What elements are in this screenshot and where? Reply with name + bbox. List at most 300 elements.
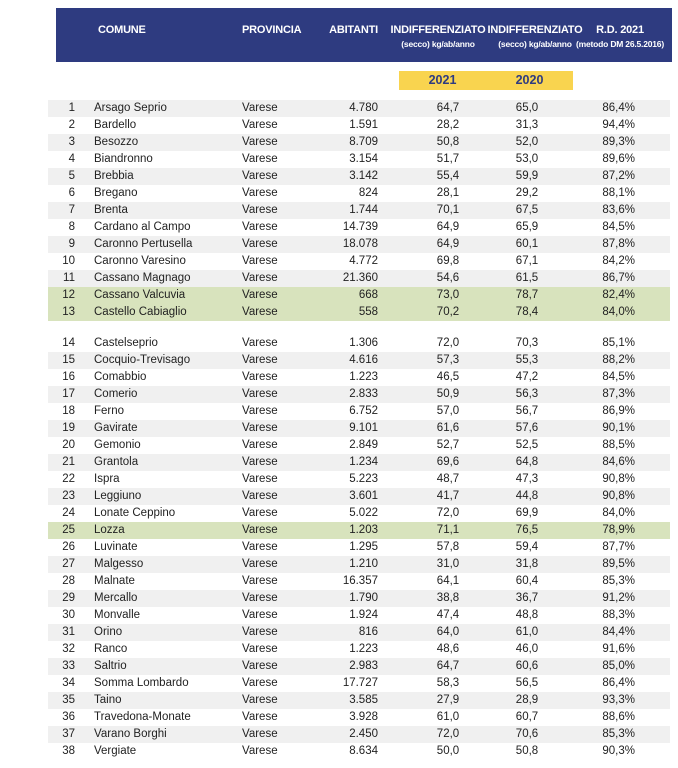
row-number: 30 (62, 609, 75, 621)
row-kg2020: 59,9 (515, 170, 539, 182)
row-kg2020: 78,4 (515, 306, 539, 318)
row-comune: Saltrio (94, 660, 127, 672)
row-abitanti: 1.295 (349, 541, 378, 553)
row-number: 7 (68, 204, 75, 216)
row-provincia: Varese (242, 660, 278, 672)
row-kg2020: 60,6 (515, 660, 539, 672)
row-number: 3 (68, 136, 75, 148)
row-kg2021: 46,5 (436, 371, 460, 383)
row-kg2020: 56,3 (515, 388, 539, 400)
row-kg2021: 69,6 (436, 456, 460, 468)
table-row (48, 607, 670, 624)
table-row (48, 658, 670, 675)
row-kg2021: 71,1 (436, 524, 460, 536)
row-kg2020: 78,7 (515, 289, 539, 301)
row-abitanti: 1.234 (349, 456, 378, 468)
row-provincia: Varese (242, 456, 278, 468)
row-rd: 85,3% (602, 728, 635, 740)
row-kg2020: 65,0 (515, 102, 539, 114)
row-number: 8 (68, 221, 75, 233)
row-rd: 88,6% (602, 711, 635, 723)
row-comune: Caronno Varesino (94, 255, 186, 267)
row-number: 35 (62, 694, 75, 706)
row-rd: 85,0% (602, 660, 635, 672)
row-kg2020: 44,8 (515, 490, 539, 502)
row-comune: Biandronno (94, 153, 153, 165)
row-provincia: Varese (242, 609, 278, 621)
row-abitanti: 4.616 (349, 354, 378, 366)
row-comune: Leggiuno (94, 490, 142, 502)
row-number: 33 (62, 660, 75, 672)
row-kg2020: 60,7 (515, 711, 539, 723)
row-kg2021: 58,3 (436, 677, 460, 689)
table-row (48, 253, 670, 270)
row-abitanti: 3.928 (349, 711, 378, 723)
row-comune: Gavirate (94, 422, 138, 434)
row-provincia: Varese (242, 102, 278, 114)
row-kg2021: 41,7 (436, 490, 460, 502)
row-kg2020: 28,9 (515, 694, 539, 706)
row-rd: 88,3% (602, 609, 635, 621)
row-provincia: Varese (242, 575, 278, 587)
table-row (48, 522, 670, 539)
row-kg2021: 28,1 (436, 187, 460, 199)
row-abitanti: 3.601 (349, 490, 378, 502)
table-row (48, 386, 670, 403)
row-comune: Castello Cabiaglio (94, 306, 187, 318)
year-band (399, 71, 573, 90)
row-abitanti: 816 (358, 626, 378, 638)
row-abitanti: 2.833 (349, 388, 378, 400)
row-rd: 89,5% (602, 558, 635, 570)
row-comune: Ferno (94, 405, 125, 417)
row-kg2020: 65,9 (515, 221, 539, 233)
row-provincia: Varese (242, 170, 278, 182)
row-abitanti: 2.849 (349, 439, 378, 451)
table-row (48, 134, 670, 151)
header-col-sublabel: (secco) kg/ab/anno (401, 39, 475, 49)
row-comune: Luvinate (94, 541, 138, 553)
row-kg2021: 64,7 (436, 102, 460, 114)
row-rd: 87,3% (602, 388, 635, 400)
table-row (48, 369, 670, 386)
table-row (48, 505, 670, 522)
row-kg2021: 64,9 (436, 221, 460, 233)
table-row (48, 624, 670, 641)
row-kg2021: 50,0 (436, 745, 460, 757)
row-number: 1 (68, 102, 75, 114)
row-rd: 78,9% (602, 524, 635, 536)
row-provincia: Varese (242, 306, 278, 318)
row-comune: Gemonio (94, 439, 141, 451)
row-rd: 87,7% (602, 541, 635, 553)
row-rd: 88,2% (602, 354, 635, 366)
row-comune: Castelseprio (94, 337, 158, 349)
row-abitanti: 824 (358, 187, 378, 199)
row-rd: 84,2% (602, 255, 635, 267)
table-row (48, 185, 670, 202)
row-comune: Comabbio (94, 371, 147, 383)
row-provincia: Varese (242, 388, 278, 400)
row-number: 22 (62, 473, 75, 485)
table-row (48, 437, 670, 454)
row-kg2021: 57,3 (436, 354, 460, 366)
header-col-label: R.D. 2021 (596, 24, 644, 36)
row-abitanti: 4.780 (349, 102, 378, 114)
table-row (48, 287, 670, 304)
row-provincia: Varese (242, 221, 278, 233)
row-rd: 84,4% (602, 626, 635, 638)
row-abitanti: 8.634 (349, 745, 378, 757)
row-kg2020: 31,8 (515, 558, 539, 570)
row-comune: Brebbia (94, 170, 134, 182)
row-kg2021: 64,9 (436, 238, 460, 250)
table-body (0, 100, 678, 760)
table-row (48, 219, 670, 236)
row-provincia: Varese (242, 711, 278, 723)
row-number: 26 (62, 541, 75, 553)
row-rd: 90,8% (602, 490, 635, 502)
row-comune: Vergiate (94, 745, 137, 757)
row-rd: 86,7% (602, 272, 635, 284)
row-provincia: Varese (242, 187, 278, 199)
row-provincia: Varese (242, 439, 278, 451)
year-2021-label: 2021 (428, 73, 457, 87)
row-abitanti: 16.357 (342, 575, 378, 587)
row-abitanti: 3.154 (349, 153, 378, 165)
row-kg2020: 59,4 (515, 541, 539, 553)
row-provincia: Varese (242, 677, 278, 689)
row-comune: Cassano Magnago (94, 272, 191, 284)
row-kg2020: 56,5 (515, 677, 539, 689)
row-kg2021: 69,8 (436, 255, 460, 267)
row-provincia: Varese (242, 255, 278, 267)
row-kg2020: 48,8 (515, 609, 539, 621)
table-row (48, 641, 670, 658)
row-kg2020: 55,3 (515, 354, 539, 366)
row-kg2021: 51,7 (436, 153, 460, 165)
row-provincia: Varese (242, 626, 278, 638)
row-kg2021: 72,0 (436, 728, 460, 740)
table-row (48, 590, 670, 607)
row-rd: 89,3% (602, 136, 635, 148)
table-row (48, 539, 670, 556)
row-comune: Orino (94, 626, 123, 638)
row-provincia: Varese (242, 204, 278, 216)
row-rd: 89,6% (602, 153, 635, 165)
row-number: 37 (62, 728, 75, 740)
row-abitanti: 1.790 (349, 592, 378, 604)
header-col-abitanti (278, 24, 378, 36)
table-row (48, 403, 670, 420)
table-row (48, 100, 670, 117)
row-provincia: Varese (242, 694, 278, 706)
row-provincia: Varese (242, 541, 278, 553)
row-provincia: Varese (242, 136, 278, 148)
row-kg2020: 29,2 (515, 187, 539, 199)
row-rd: 84,5% (602, 221, 635, 233)
row-kg2020: 67,1 (515, 255, 539, 267)
row-kg2021: 28,2 (436, 119, 460, 131)
row-abitanti: 3.585 (349, 694, 378, 706)
table-row (48, 743, 670, 760)
row-provincia: Varese (242, 153, 278, 165)
row-abitanti: 21.360 (342, 272, 378, 284)
row-number: 11 (63, 272, 75, 284)
row-provincia: Varese (242, 337, 278, 349)
row-number: 24 (62, 507, 75, 519)
row-number: 19 (62, 422, 75, 434)
row-comune: Ispra (94, 473, 120, 485)
row-provincia: Varese (242, 745, 278, 757)
row-kg2021: 64,7 (436, 660, 460, 672)
row-comune: Lonate Ceppino (94, 507, 176, 519)
row-provincia: Varese (242, 371, 278, 383)
row-provincia: Varese (242, 507, 278, 519)
row-number: 14 (62, 337, 75, 349)
row-rd: 86,9% (602, 405, 635, 417)
header-col-rd-2021 (576, 24, 664, 49)
row-kg2020: 47,3 (515, 473, 539, 485)
row-number: 10 (62, 255, 75, 267)
row-kg2020: 61,5 (515, 272, 539, 284)
row-comune: Cocquio-Trevisago (94, 354, 191, 366)
table-row (48, 168, 670, 185)
row-number: 18 (62, 405, 75, 417)
table-row (48, 488, 670, 505)
header-col-label: PROVINCIA (242, 24, 302, 36)
row-abitanti: 1.223 (349, 643, 378, 655)
row-kg2021: 31,0 (436, 558, 460, 570)
table-row (48, 236, 670, 253)
row-kg2020: 64,8 (515, 456, 539, 468)
header-col-label: COMUNE (98, 24, 146, 36)
row-comune: Brenta (94, 204, 128, 216)
row-comune: Varano Borghi (94, 728, 167, 740)
row-kg2020: 70,3 (515, 337, 539, 349)
table-row (48, 117, 670, 134)
row-rd: 91,2% (602, 592, 635, 604)
row-kg2020: 69,9 (515, 507, 539, 519)
row-abitanti: 14.739 (342, 221, 378, 233)
row-rd: 86,4% (602, 677, 635, 689)
row-comune: Mercallo (94, 592, 138, 604)
row-provincia: Varese (242, 558, 278, 570)
row-kg2021: 48,7 (436, 473, 460, 485)
row-kg2021: 50,9 (436, 388, 460, 400)
table-row (48, 692, 670, 709)
table-row (48, 454, 670, 471)
row-kg2020: 56,7 (515, 405, 539, 417)
table-row (48, 151, 670, 168)
row-provincia: Varese (242, 728, 278, 740)
table-row (48, 304, 670, 321)
row-number: 16 (62, 371, 75, 383)
row-number: 32 (62, 643, 75, 655)
row-number: 13 (62, 306, 75, 318)
table-row (48, 420, 670, 437)
row-number: 9 (68, 238, 75, 250)
row-rd: 86,4% (602, 102, 635, 114)
row-kg2021: 72,0 (436, 337, 460, 349)
row-kg2021: 70,2 (436, 306, 460, 318)
row-comune: Lozza (94, 524, 125, 536)
row-abitanti: 558 (358, 306, 378, 318)
row-number: 5 (68, 170, 75, 182)
row-number: 29 (62, 592, 75, 604)
row-abitanti: 1.591 (349, 119, 378, 131)
row-rd: 85,1% (602, 337, 635, 349)
row-provincia: Varese (242, 405, 278, 417)
row-abitanti: 1.744 (349, 204, 378, 216)
row-abitanti: 9.101 (349, 422, 378, 434)
row-kg2020: 67,5 (515, 204, 539, 216)
row-comune: Cassano Valcuvia (94, 289, 186, 301)
year-2020-label: 2020 (515, 73, 544, 87)
row-comune: Malnate (94, 575, 135, 587)
row-provincia: Varese (242, 643, 278, 655)
row-kg2020: 53,0 (515, 153, 539, 165)
row-rd: 87,2% (602, 170, 635, 182)
row-number: 17 (62, 388, 75, 400)
row-kg2021: 54,6 (436, 272, 460, 284)
row-comune: Travedona-Monate (94, 711, 191, 723)
row-abitanti: 5.022 (349, 507, 378, 519)
row-kg2021: 27,9 (436, 694, 460, 706)
row-abitanti: 668 (358, 289, 378, 301)
row-kg2020: 70,6 (515, 728, 539, 740)
row-provincia: Varese (242, 289, 278, 301)
table-row (48, 675, 670, 692)
row-kg2021: 57,8 (436, 541, 460, 553)
row-kg2021: 57,0 (436, 405, 460, 417)
row-provincia: Varese (242, 272, 278, 284)
header-col-label: INDIFFERENZIATO (487, 24, 583, 36)
row-kg2021: 64,1 (436, 575, 460, 587)
row-kg2021: 48,6 (436, 643, 460, 655)
row-abitanti: 6.752 (349, 405, 378, 417)
row-rd: 82,4% (602, 289, 635, 301)
row-abitanti: 3.142 (349, 170, 378, 182)
row-abitanti: 8.709 (349, 136, 378, 148)
row-kg2021: 61,6 (436, 422, 460, 434)
row-abitanti: 2.450 (349, 728, 378, 740)
row-abitanti: 1.924 (349, 609, 378, 621)
row-number: 23 (62, 490, 75, 502)
row-abitanti: 4.772 (349, 255, 378, 267)
table-row (48, 709, 670, 726)
row-rd: 85,3% (602, 575, 635, 587)
row-provincia: Varese (242, 490, 278, 502)
row-kg2020: 60,1 (515, 238, 539, 250)
row-rd: 87,8% (602, 238, 635, 250)
row-abitanti: 1.203 (349, 524, 378, 536)
table-row (48, 202, 670, 219)
row-provincia: Varese (242, 592, 278, 604)
row-kg2020: 36,7 (515, 592, 539, 604)
row-kg2021: 70,1 (436, 204, 460, 216)
row-kg2020: 50,8 (515, 745, 539, 757)
table-row (48, 471, 670, 488)
row-comune: Besozzo (94, 136, 139, 148)
row-rd: 84,0% (602, 306, 635, 318)
row-kg2020: 46,0 (515, 643, 539, 655)
row-number: 6 (68, 187, 75, 199)
row-kg2021: 61,0 (436, 711, 460, 723)
row-abitanti: 1.223 (349, 371, 378, 383)
row-comune: Comerio (94, 388, 138, 400)
row-kg2020: 47,2 (515, 371, 539, 383)
table-row (48, 270, 670, 287)
row-kg2020: 31,3 (515, 119, 539, 131)
row-abitanti: 17.727 (342, 677, 378, 689)
row-comune: Bardello (94, 119, 137, 131)
row-number: 21 (62, 456, 75, 468)
row-number: 38 (62, 745, 75, 757)
row-comune: Grantola (94, 456, 139, 468)
row-kg2021: 73,0 (436, 289, 460, 301)
table-header (56, 8, 672, 62)
row-kg2021: 72,0 (436, 507, 460, 519)
row-abitanti: 18.078 (342, 238, 378, 250)
row-abitanti: 1.306 (349, 337, 378, 349)
row-kg2020: 52,0 (515, 136, 539, 148)
row-abitanti: 1.210 (349, 558, 378, 570)
header-col-label: INDIFFERENZIATO (390, 24, 486, 36)
table-row (48, 335, 670, 352)
row-rd: 88,1% (602, 187, 635, 199)
row-kg2021: 64,0 (436, 626, 460, 638)
row-provincia: Varese (242, 354, 278, 366)
row-comune: Cardano al Campo (94, 221, 191, 233)
row-rd: 90,3% (602, 745, 635, 757)
row-number: 31 (62, 626, 75, 638)
row-rd: 93,3% (602, 694, 635, 706)
row-kg2020: 52,5 (515, 439, 539, 451)
row-number: 25 (62, 524, 75, 536)
row-rd: 94,4% (602, 119, 635, 131)
row-rd: 91,6% (602, 643, 635, 655)
row-comune: Arsago Seprio (94, 102, 167, 114)
row-kg2020: 76,5 (515, 524, 539, 536)
row-rd: 84,5% (602, 371, 635, 383)
row-kg2020: 60,4 (515, 575, 539, 587)
row-provincia: Varese (242, 119, 278, 131)
row-rd: 84,6% (602, 456, 635, 468)
row-number: 28 (62, 575, 75, 587)
row-rd: 90,8% (602, 473, 635, 485)
row-rd: 84,0% (602, 507, 635, 519)
table-row (48, 726, 670, 743)
header-col-label: ABITANTI (329, 24, 378, 36)
row-provincia: Varese (242, 524, 278, 536)
header-col-sublabel: (metodo DM 26.5.2016) (576, 39, 664, 49)
header-col-sublabel: (secco) kg/ab/anno (498, 39, 572, 49)
row-comune: Taino (94, 694, 122, 706)
row-number: 2 (68, 119, 75, 131)
row-kg2021: 38,8 (436, 592, 460, 604)
row-rd: 88,5% (602, 439, 635, 451)
row-number: 15 (62, 354, 75, 366)
row-kg2021: 50,8 (436, 136, 460, 148)
header-col-indifferenziato-2021 (391, 24, 486, 49)
row-comune: Somma Lombardo (94, 677, 189, 689)
row-number: 12 (62, 289, 75, 301)
row-rd: 83,6% (602, 204, 635, 216)
row-kg2021: 55,4 (436, 170, 460, 182)
row-number: 27 (62, 558, 75, 570)
row-number: 36 (62, 711, 75, 723)
